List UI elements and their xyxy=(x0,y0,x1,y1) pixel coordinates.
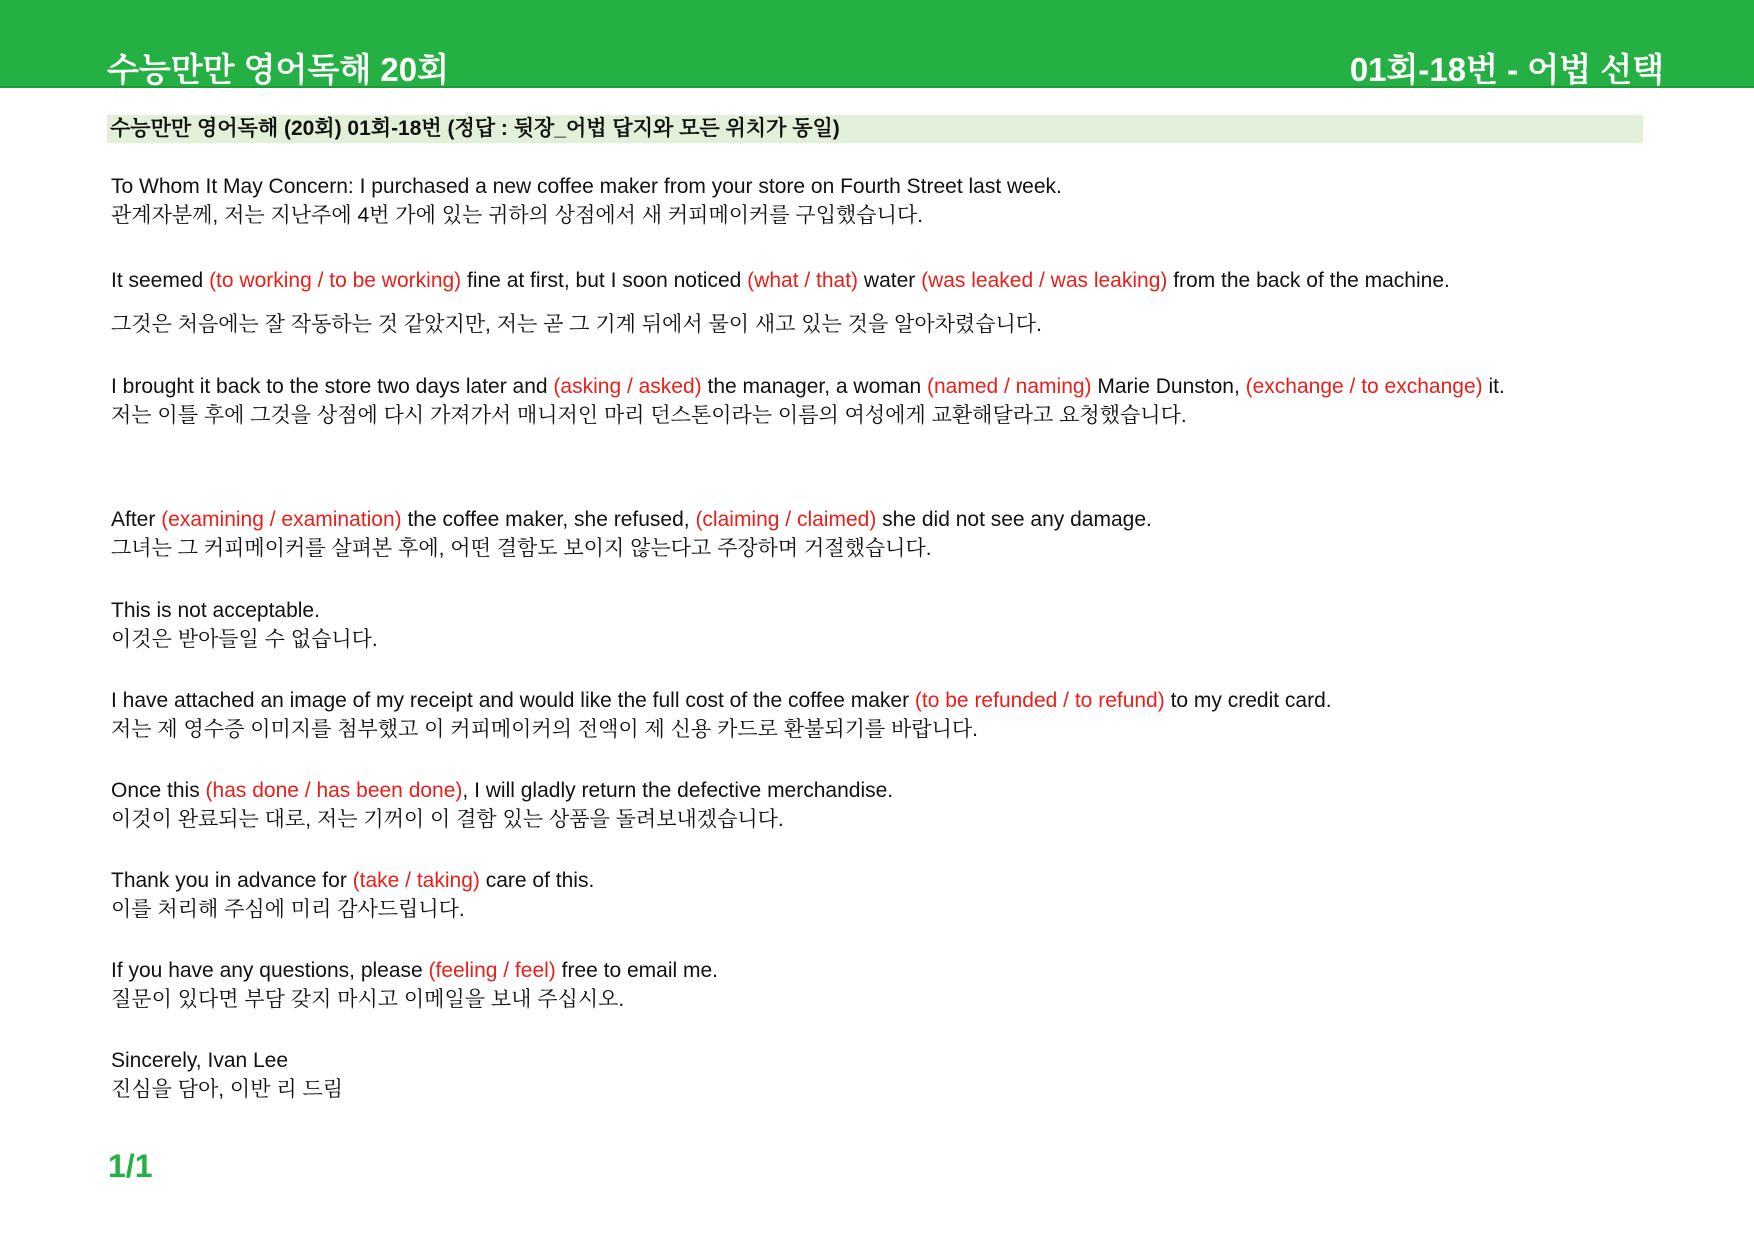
sentence-text: It seemed xyxy=(111,269,210,292)
sentence-text: To Whom It May Concern: I purchased a new coffee maker from your store on Fourth Street last week. xyxy=(111,175,1062,198)
sentence-text: I brought it back to the store two days later and xyxy=(111,375,554,398)
english-sentence xyxy=(111,596,1641,625)
page-number: 1/1 xyxy=(108,1148,153,1184)
sentence-pair xyxy=(111,505,1641,563)
english-sentence xyxy=(111,776,1641,805)
korean-translation: 저는 이틀 후에 그것을 상점에 다시 가져가서 매니저인 마리 던스톤이라는 이름의 여성에게 교환해달라고 요청했습니다. xyxy=(111,404,1187,427)
grammar-choice: (was leaked / was leaking) xyxy=(921,269,1168,292)
sentence-pair xyxy=(111,372,1641,430)
korean-translation: 그것은 처음에는 잘 작동하는 것 같았지만, 저는 곧 그 기계 뒤에서 물이 새고 있는 것을 알아차렸습니다. xyxy=(111,313,1042,336)
english-sentence xyxy=(111,266,1641,295)
sentence-text: After xyxy=(111,508,162,531)
document-title: 수능만만 영어독해 20회 xyxy=(107,51,449,88)
english-sentence xyxy=(111,372,1641,401)
header-bar xyxy=(0,0,1754,88)
sentence-text: the manager, a woman xyxy=(701,375,927,398)
grammar-choice: (take / taking) xyxy=(352,869,480,892)
korean-translation: 질문이 있다면 부담 갖지 마시고 이메일을 보내 주십시오. xyxy=(111,988,625,1011)
grammar-choice: (has done / has been done) xyxy=(205,779,463,802)
sentence-text: Marie Dunston, xyxy=(1091,375,1246,398)
sentence-text: care of this. xyxy=(479,869,595,892)
grammar-choice: (examining / examination) xyxy=(161,508,402,531)
sentence-text: water xyxy=(858,269,922,292)
sentence-pair xyxy=(111,686,1641,744)
sentence-pair xyxy=(111,596,1641,654)
grammar-choice: (what / that) xyxy=(747,269,859,292)
sentence-pair xyxy=(111,776,1641,834)
english-sentence xyxy=(111,866,1641,895)
sentence-text: from the back of the machine. xyxy=(1167,269,1450,292)
grammar-choice: (feeling / feel) xyxy=(428,959,556,982)
question-label: 01회-18번 - 어법 선택 xyxy=(1349,51,1664,88)
korean-translation: 관계자분께, 저는 지난주에 4번 가에 있는 귀하의 상점에서 새 커피메이커를 구입했습니다. xyxy=(111,204,923,227)
sentence-text: free to email me. xyxy=(555,959,719,982)
sentence-pair xyxy=(111,1046,1641,1104)
sentence-text: to my credit card. xyxy=(1164,689,1332,712)
grammar-choice: (to working / to be working) xyxy=(209,269,462,292)
sentence-text: I have attached an image of my receipt and would like the full cost of the coffee maker xyxy=(111,689,915,712)
english-sentence xyxy=(111,172,1641,201)
korean-translation: 이것은 받아들일 수 없습니다. xyxy=(111,628,378,651)
grammar-choice: (claiming / claimed) xyxy=(695,508,877,531)
sentence-text: the coffee maker, she refused, xyxy=(401,508,696,531)
korean-translation: 이것이 완료되는 대로, 저는 기꺼이 이 결함 있는 상품을 돌려보내겠습니다. xyxy=(111,808,784,831)
korean-translation: 이를 처리해 주심에 미리 감사드립니다. xyxy=(111,898,465,921)
sentence-pair xyxy=(111,956,1641,1014)
sentence-text: Sincerely, Ivan Lee xyxy=(111,1049,289,1072)
english-sentence xyxy=(111,956,1641,985)
sentence-text: it. xyxy=(1482,375,1505,398)
subtitle-banner: 수능만만 영어독해 (20회) 01회-18번 (정답 : 뒷장_어법 답지와 모든 위치가 동일) xyxy=(107,115,1643,143)
grammar-choice: (named / naming) xyxy=(926,375,1092,398)
sentence-text: Once this xyxy=(111,779,206,802)
sentence-pair xyxy=(111,266,1641,339)
english-sentence xyxy=(111,1046,1641,1075)
sentence-text: Thank you in advance for xyxy=(111,869,353,892)
english-sentence xyxy=(111,686,1641,715)
sentence-pair xyxy=(111,866,1641,924)
sentence-text: This is not acceptable. xyxy=(111,599,320,622)
korean-translation: 저는 제 영수증 이미지를 첨부했고 이 커피메이커의 전액이 제 신용 카드로 환불되기를 바랍니다. xyxy=(111,718,978,741)
grammar-choice: (asking / asked) xyxy=(553,375,702,398)
sentence-text: she did not see any damage. xyxy=(876,508,1152,531)
korean-translation: 진심을 담아, 이반 리 드림 xyxy=(111,1078,344,1101)
grammar-choice: (to be refunded / to refund) xyxy=(914,689,1165,712)
grammar-choice: (exchange / to exchange) xyxy=(1245,375,1483,398)
sentence-text: fine at first, but I soon noticed xyxy=(461,269,748,292)
english-sentence xyxy=(111,505,1641,534)
korean-translation: 그녀는 그 커피메이커를 살펴본 후에, 어떤 결함도 보이지 않는다고 주장하며 거절했습니다. xyxy=(111,537,932,560)
sentence-text: If you have any questions, please xyxy=(111,959,429,982)
sentence-text: , I will gladly return the defective merchandise. xyxy=(462,779,894,802)
sentence-pair xyxy=(111,172,1641,230)
